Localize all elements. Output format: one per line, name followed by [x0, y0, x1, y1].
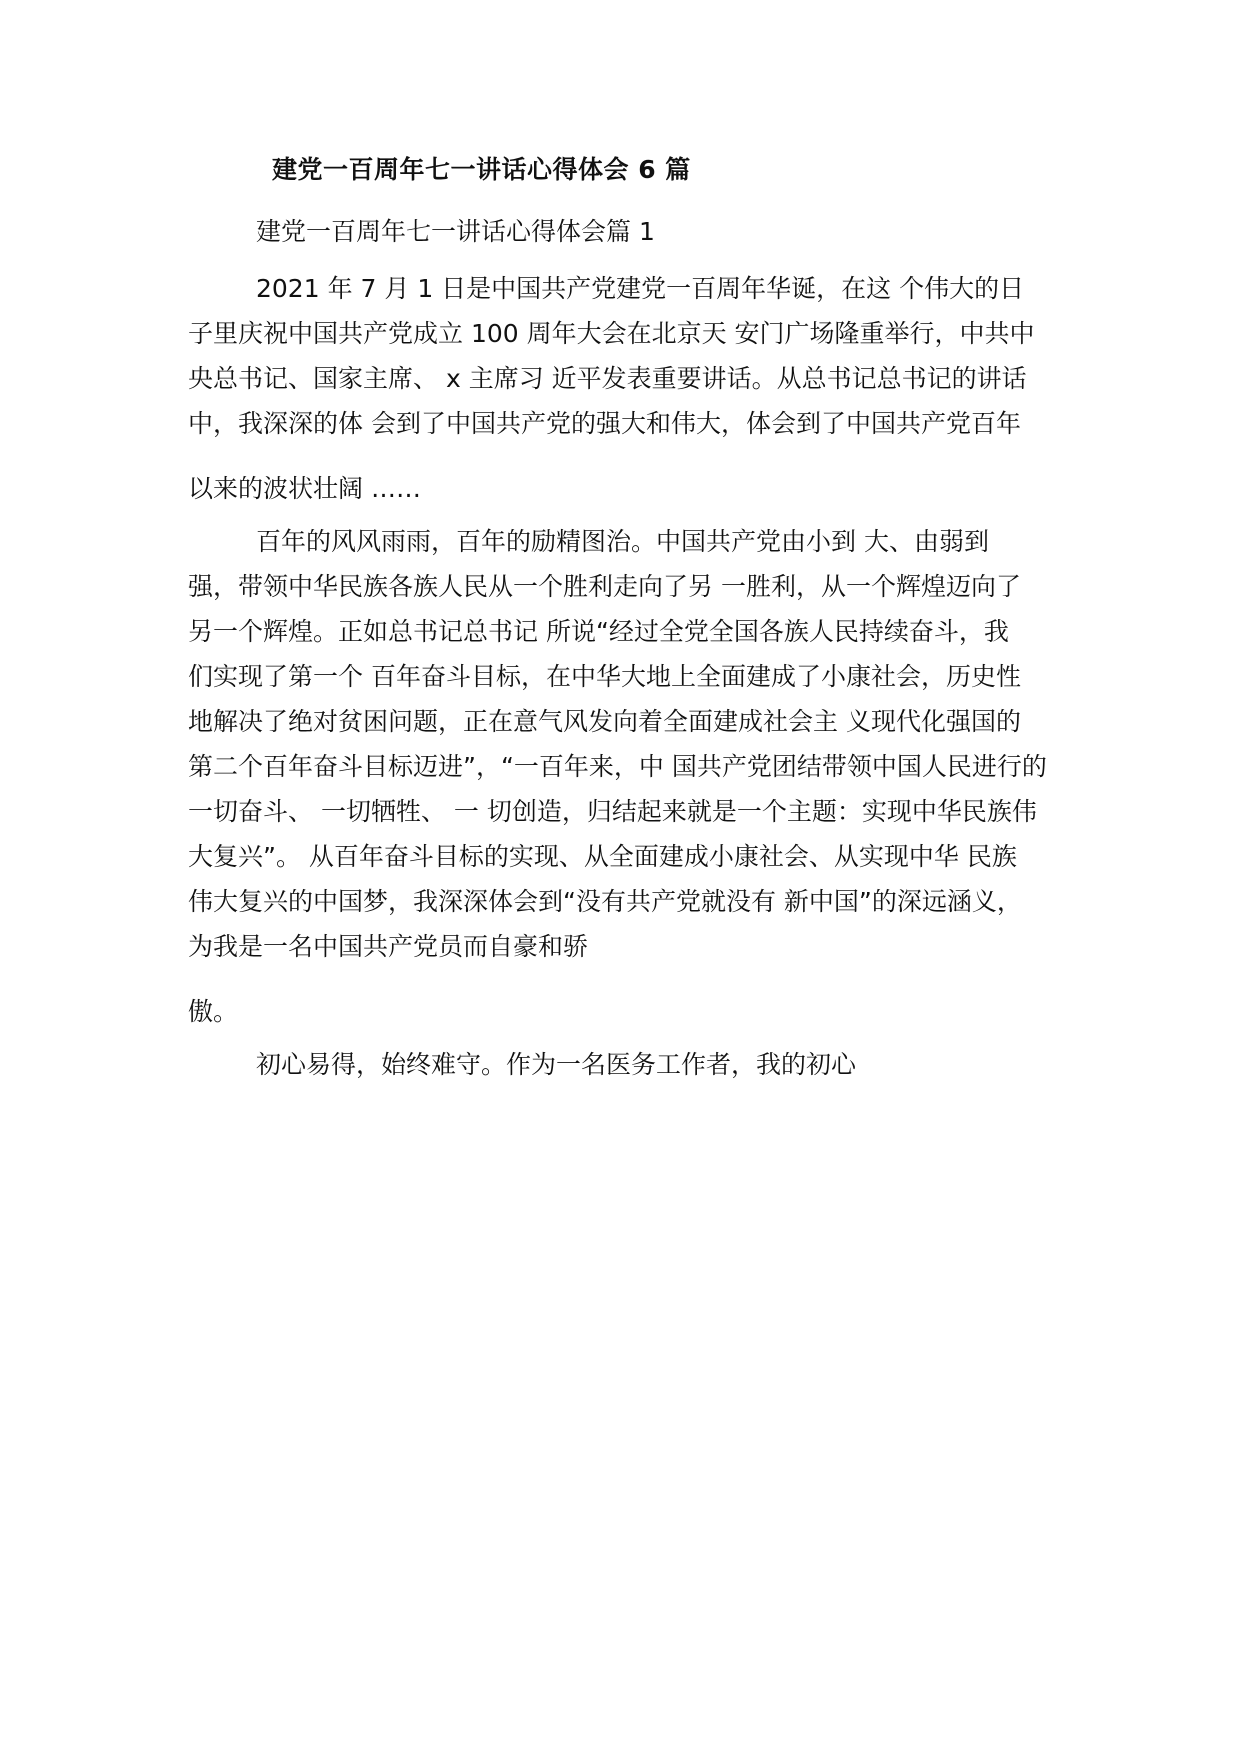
paragraph-2-line-2: 强，带领中华民族各族人民从一个胜利走向了另 一胜利，从一个辉煌迈向了	[188, 572, 1021, 601]
paragraph-2-line-7: 一切奋斗、 一切牺牲、 一 切创造，归结起来就是一个主题：实现中华民族伟	[188, 797, 1037, 826]
paragraph-2-line-4: 们实现了第一个 百年奋斗目标，在中华大地上全面建成了小康社会，历史性	[188, 662, 1021, 691]
paragraph-1-line-2: 子里庆祝中国共产党成立 100 周年大会在北京天 安门广场隆重举行，中共中	[188, 319, 1035, 348]
paragraph-1-line-4: 中，我深深的体 会到了中国共产党的强大和伟大，体会到了中国共产党百年	[188, 409, 1021, 438]
paragraph-2-line-10: 为我是一名中国共产党员而自豪和骄	[188, 932, 589, 961]
paragraph-2-line-11: 傲。	[188, 997, 239, 1026]
paragraph-1-line-1: 2021 年 7 月 1 日是中国共产党建党一百周年华诞，在这 个伟大的日	[256, 274, 1025, 303]
paragraph-3-line-1: 初心易得，始终难守。作为一名医务工作者，我的初心	[256, 1050, 857, 1079]
paragraph-1-line-3: 央总书记、国家主席、 x 主席习 近平发表重要讲话。从总书记总书记的讲话	[188, 364, 1027, 393]
paragraph-2-line-1: 百年的风风雨雨，百年的励精图治。中国共产党由小到 大、由弱到	[256, 527, 989, 556]
document-title: 建党一百周年七一讲话心得体会 6 篇	[272, 155, 691, 184]
paragraph-1-line-5: 以来的波状壮阔 ……	[188, 474, 421, 503]
paragraph-2-line-6: 第二个百年奋斗目标迈进”，“一百年来，中 国共产党团结带领中国人民进行的	[188, 752, 1047, 781]
paragraph-2-line-3: 另一个辉煌。正如总书记总书记 所说“经过全党全国各族人民持续奋斗，我	[188, 617, 1009, 646]
paragraph-2-line-8: 大复兴”。 从百年奋斗目标的实现、从全面建成小康社会、从实现中华 民族	[188, 842, 1017, 871]
paragraph-2-line-5: 地解决了绝对贫困问题，正在意气风发向着全面建成社会主 义现代化强国的	[188, 707, 1021, 736]
section-heading: 建党一百周年七一讲话心得体会篇 1	[256, 217, 655, 246]
paragraph-2-line-9: 伟大复兴的中国梦，我深深体会到“没有共产党就没有 新中国”的深远涵义，	[188, 887, 1022, 916]
